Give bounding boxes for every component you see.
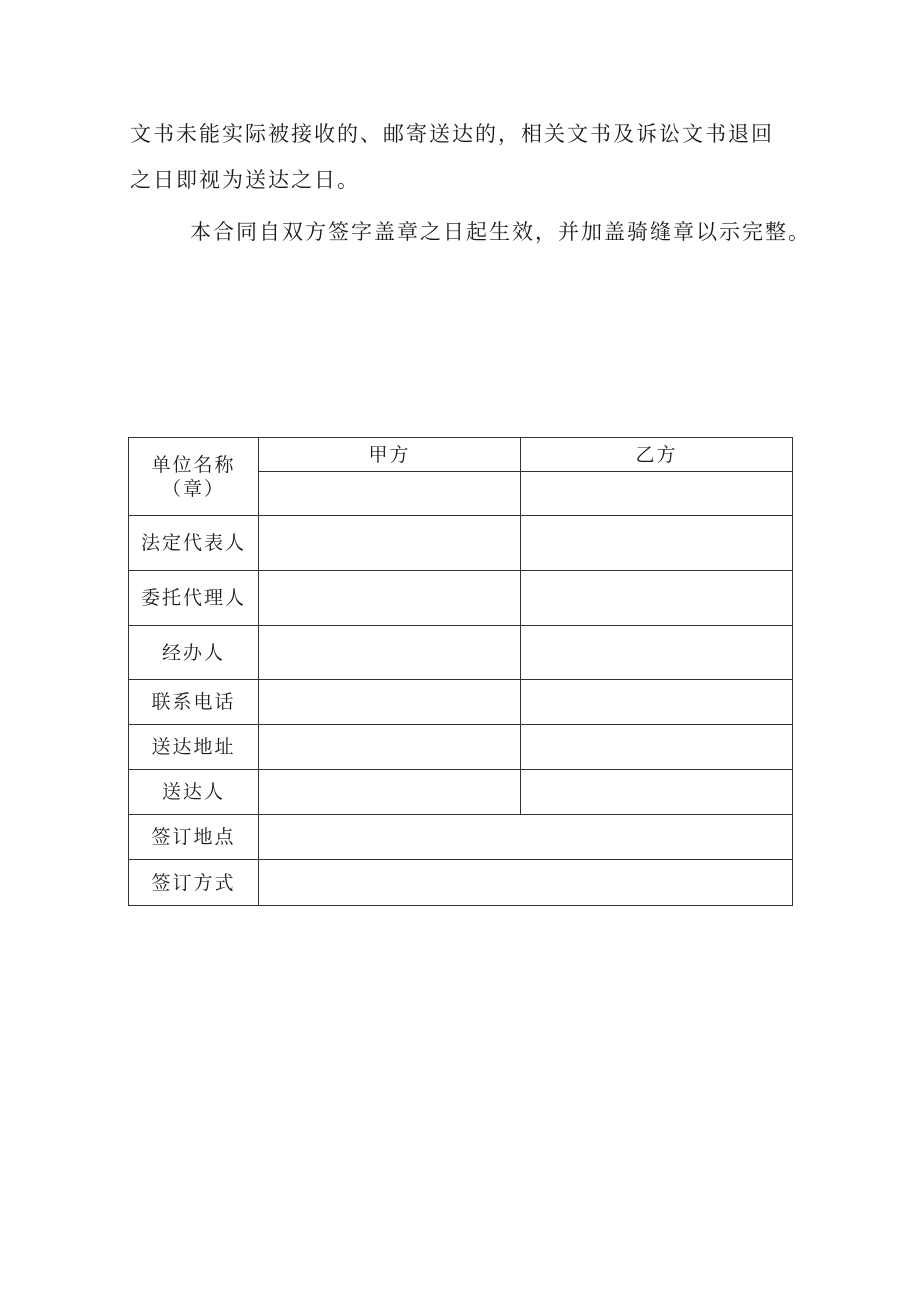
party-b-header: 乙方 — [521, 438, 793, 472]
address-label: 送达地址 — [129, 725, 259, 770]
unit-name-label — [129, 438, 259, 516]
recipient-label: 送达人 — [129, 770, 259, 815]
party-b-agent-cell[interactable] — [521, 571, 793, 626]
party-a-legal-rep-cell[interactable] — [259, 516, 521, 571]
handler-label: 经办人 — [129, 626, 259, 680]
party-b-phone-cell[interactable] — [521, 680, 793, 725]
paragraph-line-1: 文书未能实际被接收的、邮寄送达的，相关文书及诉讼文书退回 — [130, 122, 774, 146]
party-a-address-cell[interactable] — [259, 725, 521, 770]
unit-seal-text: （章） — [161, 477, 225, 500]
unit-name-text: 单位名称 — [151, 453, 236, 476]
party-b-unit-name-cell[interactable] — [521, 472, 793, 516]
party-a-header: 甲方 — [259, 438, 521, 472]
party-a-unit-name-cell[interactable] — [259, 472, 521, 516]
party-b-recipient-cell[interactable] — [521, 770, 793, 815]
signing-method-label: 签订方式 — [129, 860, 259, 906]
paragraph-line-3: 本合同自双方签字盖章之日起生效，并加盖骑缝章以示完整。 — [190, 220, 811, 244]
party-b-handler-cell[interactable] — [521, 626, 793, 680]
paragraph-line-2: 之日即视为送达之日。 — [130, 168, 360, 192]
phone-label: 联系电话 — [129, 680, 259, 725]
signature-table — [128, 437, 793, 906]
signing-place-label: 签订地点 — [129, 815, 259, 860]
party-b-legal-rep-cell[interactable] — [521, 516, 793, 571]
signing-method-cell[interactable] — [259, 860, 793, 906]
signing-place-cell[interactable] — [259, 815, 793, 860]
party-b-address-cell[interactable] — [521, 725, 793, 770]
party-a-phone-cell[interactable] — [259, 680, 521, 725]
party-a-handler-cell[interactable] — [259, 626, 521, 680]
agent-label: 委托代理人 — [129, 571, 259, 626]
party-a-recipient-cell[interactable] — [259, 770, 521, 815]
legal-rep-label: 法定代表人 — [129, 516, 259, 571]
party-a-agent-cell[interactable] — [259, 571, 521, 626]
